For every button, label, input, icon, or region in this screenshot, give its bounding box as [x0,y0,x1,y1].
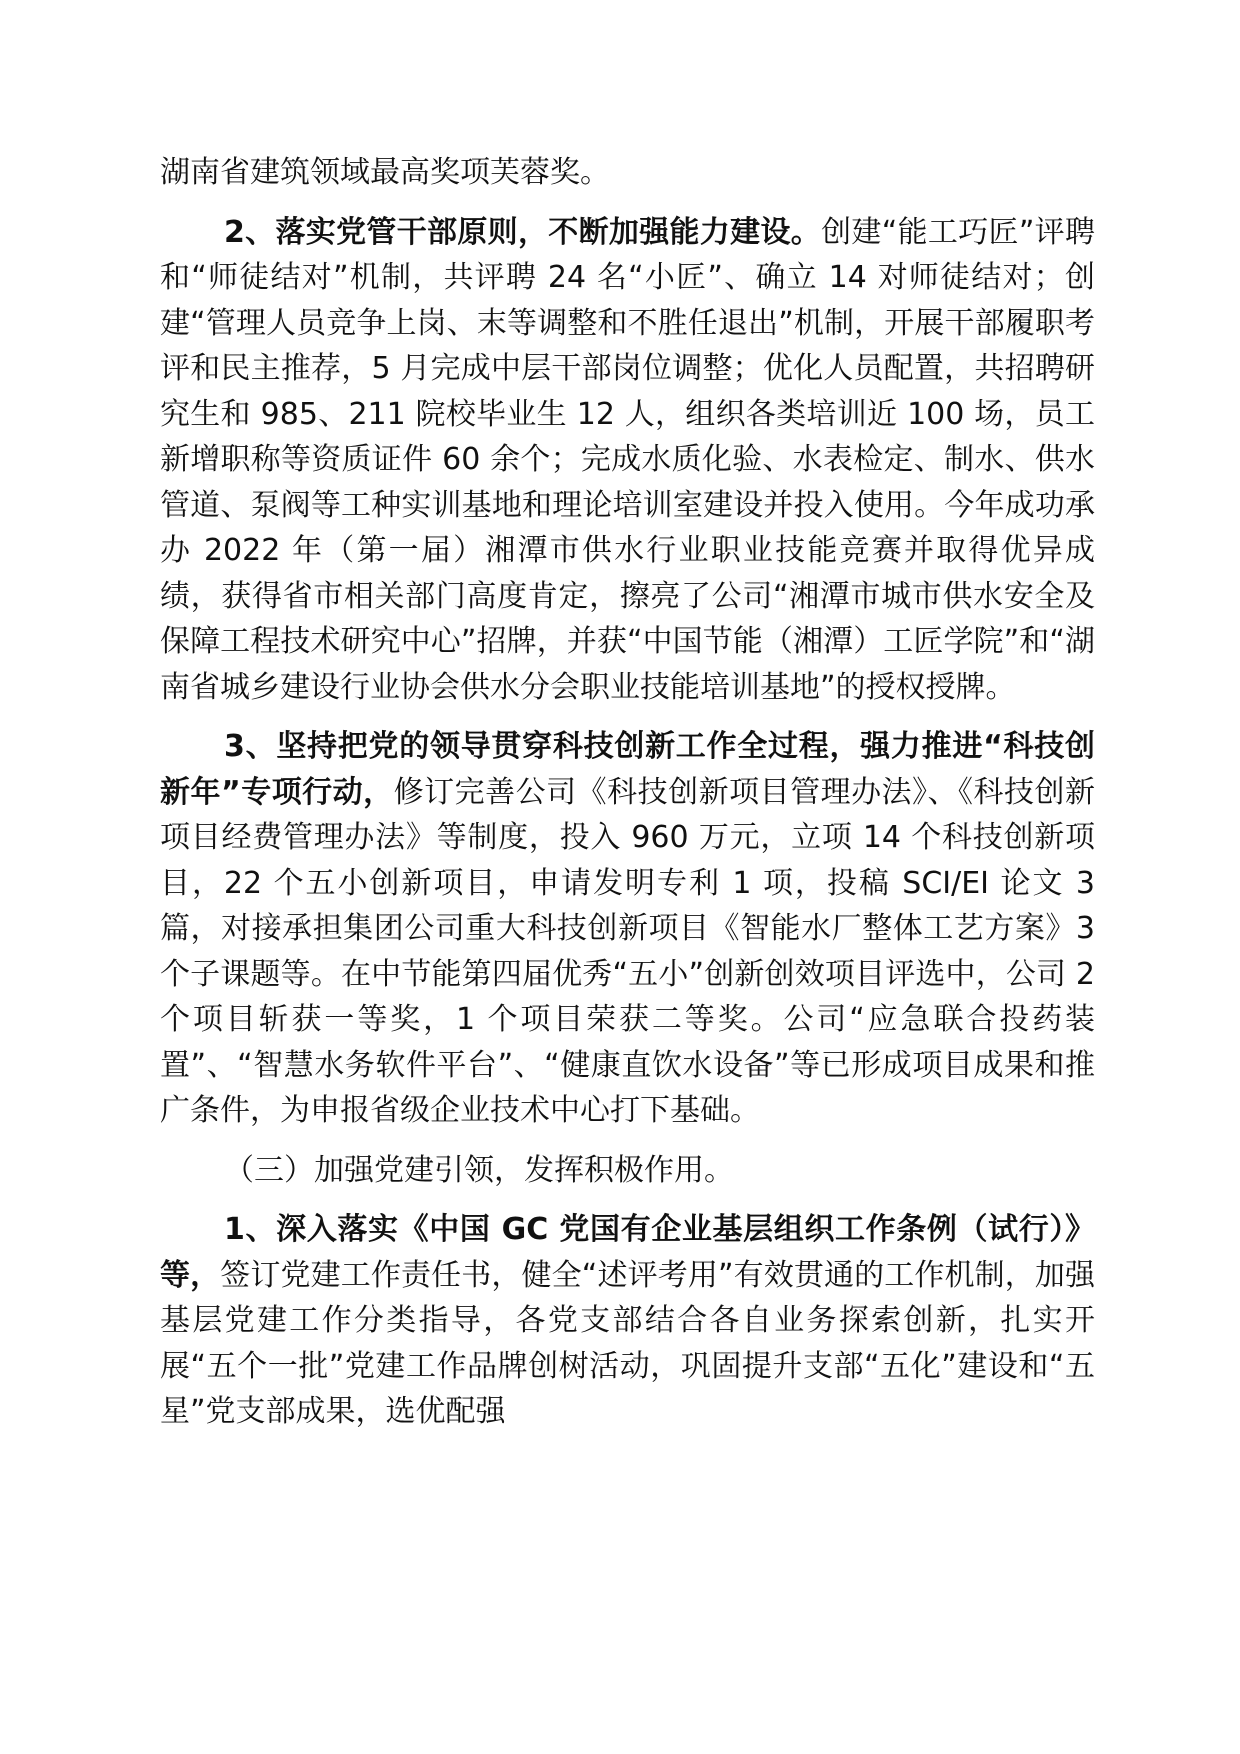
section-heading-text: （三）加强党建引领，发挥积极作用。 [224,1152,734,1188]
paragraph-text: 湖南省建筑领域最高奖项芙蓉奖。 [160,155,610,190]
paragraph-party-regulations [160,1207,1095,1435]
paragraph-heading: 3、坚持把党的领导贯穿科技创新工作全过程，强力推进“科技创新年”专项行动， [160,729,1095,810]
paragraph-cadre-management [160,210,1095,711]
paragraph-heading: 2、落实党管干部原则，不断加强能力建设。 [224,214,822,250]
paragraph-continuation [160,150,1095,196]
document-body [160,150,1095,1435]
paragraph-text: 修订完善公司《科技创新项目管理办法》、《科技创新项目经费管理办法》等制度，投入 960 万元，立项 14 个科技创新项目，22 个五小创新项目，申请发明专利 1 项，投稿 SCI/EI 论文 3 篇，对接承担集团公司重大科技创新项目《智能水厂整体工艺方案》3 个子课题等。在中节能第四届优秀“五小”创新创效项目评选中，公司 2 个项目斩获一等奖，1 个项目荣获二等奖。公司“应急联合投药装置”、“智慧水务软件平台”、“健康直饮水设备”等已形成项目成果和推广条件，为申报省级企业技术中心打下基础。 [160,774,1096,1128]
paragraph-text: 签订党建工作责任书，健全“述评考用”有效贯通的工作机制，加强基层党建工作分类指导，各党支部结合各自业务探索创新，扎实开展“五个一批”党建工作品牌创树活动，巩固提升支部“五化”建设和“五星”党支部成果，选优配强 [160,1257,1096,1429]
paragraph-text: 创建“能工巧匠”评聘和“师徒结对”机制，共评聘 24 名“小匠”、确立 14 对师徒结对；创建“管理人员竞争上岗、末等调整和不胜任退出”机制，开展干部履职考评和民主推荐，5 月完成中层干部岗位调整；优化人员配置，共招聘研究生和 985、211 院校毕业生 12 人，组织各类培训近 100 场，员工新增职称等资质证件 60 余个；完成水质化验、水表检定、制水、供水管道、泵阀等工种实训基地和理论培训室建设并投入使用。今年成功承办 2022 年（第一届）湘潭市供水行业职业技能竞赛并取得优异成绩，获得省市相关部门高度肯定，擦亮了公司“湘潭市城市供水安全及保障工程技术研究中心”招牌，并获“中国节能（湘潭）工匠学院”和“湖南省城乡建设行业协会供水分会职业技能培训基地”的授权授牌。 [160,214,1095,705]
paragraph-heading: 1、深入落实《中国 GC 党国有企业基层组织工作条例（试行）》等， [160,1212,1095,1293]
paragraph-tech-innovation [160,724,1095,1134]
section-heading-party-building [160,1148,1095,1194]
